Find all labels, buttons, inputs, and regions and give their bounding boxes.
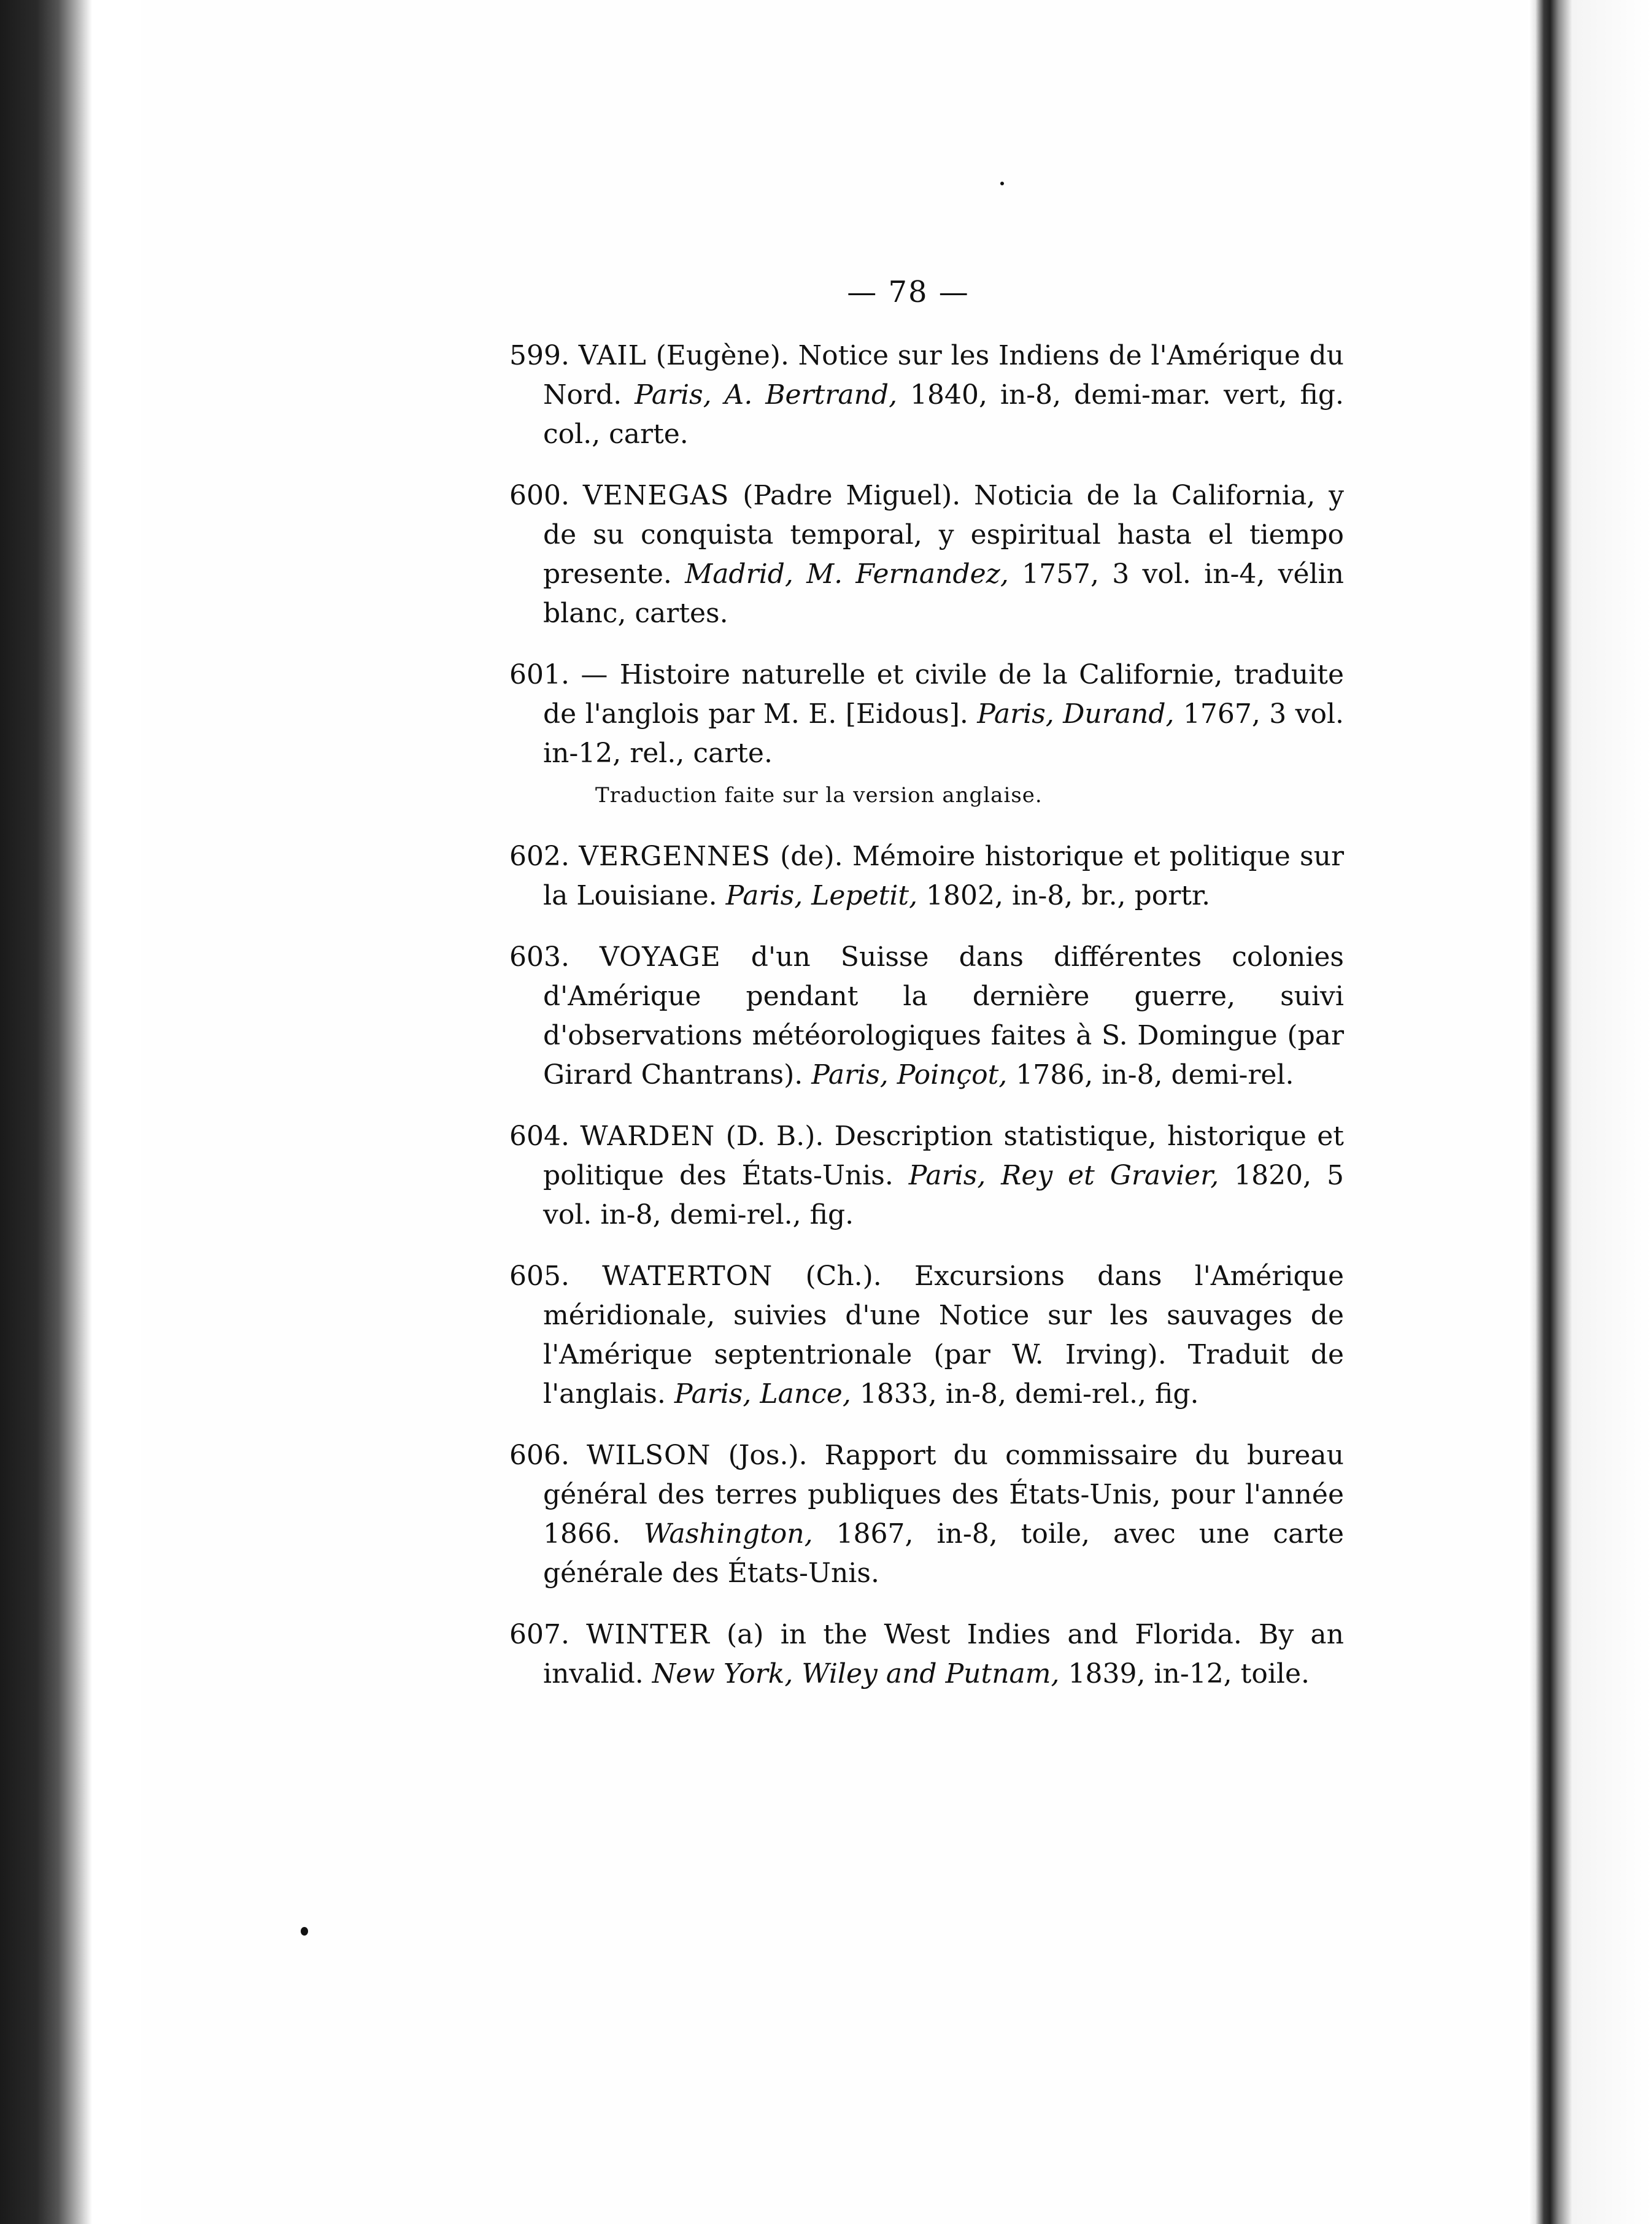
entry-title: (de). Mémoire historique et politique sur la Louisiane.: [543, 841, 1344, 911]
entry-details: 1820, 5 vol. in-8, demi-rel., fig.: [543, 1160, 1345, 1230]
entry-imprint: Washington,: [643, 1518, 813, 1550]
entry-author: VOYAGE: [600, 941, 721, 973]
entry-details: 1757, 3 vol. in-4, vélin blanc, cartes.: [543, 558, 1345, 629]
entry-author: VERGENNES: [579, 841, 771, 872]
entry-imprint: New York, Wiley and Putnam,: [652, 1658, 1060, 1689]
entry-number: 600.: [509, 480, 569, 511]
ink-speck: [1000, 182, 1004, 185]
entry-author: WINTER: [586, 1619, 710, 1650]
entry-number: 602.: [509, 841, 569, 872]
entry-imprint: Paris, Lepetit,: [725, 880, 918, 911]
entry-number: 605.: [509, 1261, 569, 1292]
entry-number: 603.: [509, 941, 569, 973]
entry-details: 1867, in-8, toile, avec une carte générale des États-Unis.: [543, 1518, 1344, 1589]
entry-details: 1840, in-8, demi-mar. vert, fig. col., carte.: [543, 379, 1344, 450]
entry-title: (Ch.). Excursions dans l'Amérique méridionale, suivies d'une Notice sur les sauvages de l'Amérique septentrionale (par W. Irving). Traduit de l'anglais.: [543, 1261, 1344, 1410]
entry-note: Traduction faite sur la version anglaise.: [595, 783, 1043, 808]
entry-title: (D. B.). Description statistique, historique et politique des États-Unis.: [543, 1121, 1344, 1191]
entry-imprint: Paris, Rey et Gravier,: [908, 1160, 1219, 1191]
entry-imprint: Madrid, M. Fernandez,: [685, 558, 1009, 590]
entry-title: Histoire naturelle et civile de la Californie, traduite de l'anglois par M. E. [Eidous].: [543, 659, 1344, 730]
entry-author: —: [581, 659, 609, 690]
entry-title: (Padre Miguel). Noticia de la California, y de su conquista temporal, y espiritual hasta el tiempo presente.: [543, 480, 1344, 590]
catalogue-entry-603: [509, 938, 1344, 1095]
catalogue-entry-606: [509, 1436, 1344, 1593]
entry-imprint: Paris, Lance,: [674, 1378, 851, 1410]
entry-number: 601.: [509, 659, 569, 690]
catalogue-entry-600: [509, 476, 1344, 633]
catalogue-entry-605: [509, 1257, 1344, 1414]
entry-number: 604.: [509, 1121, 569, 1152]
catalogue-entry-607: [509, 1615, 1344, 1694]
entry-details: 1833, in-8, demi-rel., fig.: [851, 1378, 1199, 1410]
entry-title: (Jos.). Rapport du commissaire du bureau général des terres publiques des États-Unis, pour l'année 1866.: [543, 1440, 1344, 1550]
entry-details: 1839, in-12, toile.: [1059, 1658, 1310, 1689]
entry-author: VENEGAS: [582, 480, 730, 511]
entry-number: 607.: [509, 1619, 569, 1650]
catalogue-entries: [509, 336, 1344, 1716]
entry-title: d'un Suisse dans différentes colonies d'Amérique pendant la dernière guerre, suivi d'observations météorologiques faites à S. Domingue (par Girard Chantrans).: [543, 941, 1344, 1091]
entry-author: VAIL: [578, 340, 647, 371]
page-number: — 78 —: [847, 275, 970, 309]
entry-number: 599.: [509, 340, 569, 371]
entry-title: (Eugène). Notice sur les Indiens de l'Amérique du Nord.: [543, 340, 1344, 411]
entry-author: WILSON: [587, 1440, 711, 1471]
entry-imprint: Paris, Durand,: [977, 698, 1175, 730]
entry-imprint: Paris, A. Bertrand,: [635, 379, 898, 411]
catalogue-entry-602: [509, 837, 1344, 916]
entry-number: 606.: [509, 1440, 569, 1471]
entry-details: 1786, in-8, demi-rel.: [1007, 1059, 1294, 1091]
catalogue-entry-604: [509, 1117, 1344, 1235]
entry-author: WARDEN: [580, 1121, 716, 1152]
entry-details: 1802, in-8, br., portr.: [917, 880, 1211, 911]
entry-author: WATERTON: [602, 1261, 773, 1292]
catalogue-entry-601: [509, 655, 1344, 773]
catalogue-entry-599: [509, 336, 1344, 454]
ink-speck: [301, 1927, 308, 1936]
book-binding-right: [1529, 0, 1652, 2224]
entry-title: (a) in the West Indies and Florida. By an invalid.: [543, 1619, 1344, 1689]
entry-details: 1767, 3 vol. in-12, rel., carte.: [543, 698, 1345, 769]
entry-imprint: Paris, Poinçot,: [811, 1059, 1008, 1091]
book-binding-left: [0, 0, 92, 2224]
